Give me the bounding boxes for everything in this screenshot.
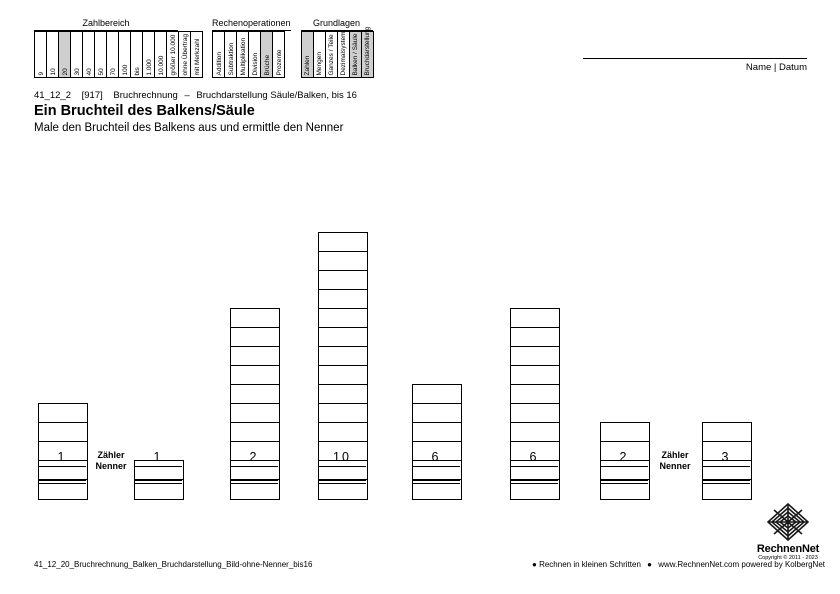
logo-copyright: Copyright © 2011 - 2023 [758,555,818,561]
bar-segment[interactable] [413,423,461,442]
bar-segment[interactable] [413,404,461,423]
bar-segment[interactable] [511,423,559,442]
fraction-numerator: 2 [619,450,629,464]
fraction-bar [412,466,460,467]
category-cell-label: Bruchdarstellung [364,26,372,75]
fraction-bar [134,466,182,467]
bar-chart-area [0,160,840,500]
fraction-answer [600,450,648,484]
bar-segment[interactable] [511,309,559,328]
bar-segment[interactable] [703,423,751,442]
fraction-answer [38,450,86,484]
fraction-bar [702,466,750,467]
meta-space-1 [74,90,82,101]
meta-dash: – [184,90,190,101]
category-cell-prozente[interactable] [272,31,285,78]
bar-segment[interactable] [319,290,367,309]
fraction-bar [230,466,278,467]
meta-topic: Bruchrechnung [113,90,178,101]
fraction-answer [510,450,558,484]
bar-segment[interactable] [511,385,559,404]
category-cell-label: Ganzes / Teile [328,33,336,75]
bar-segment[interactable] [413,385,461,404]
fraction-numerator: 10 [333,450,351,464]
bar-segment[interactable] [319,252,367,271]
bar-segment[interactable] [511,404,559,423]
category-cell-label: bis [133,66,141,75]
category-cell-label: Subtraktion [227,42,235,75]
footer-bullet-1: ● [532,560,537,569]
bar-segment[interactable] [231,328,279,347]
category-cell-label: Dezimalsystem [340,30,348,75]
denominator-write-line[interactable] [318,480,366,484]
footer-slogan: Rechnen in kleinen Schritten [539,560,641,569]
category-grid-groups [34,18,373,78]
category-cell-bruchdarstellung[interactable] [361,26,374,78]
bar-segment[interactable] [231,423,279,442]
logo-brand-text [750,543,826,555]
category-cell-label: Prozente [275,48,283,75]
category-grid [34,18,373,78]
category-cell-label: Division [251,52,259,75]
category-group-title [178,19,202,31]
category-cell-label: 40 [85,67,93,75]
worksheet-meta [34,90,357,101]
bar-segment[interactable] [319,366,367,385]
bar-segment[interactable] [319,309,367,328]
bar-segment[interactable] [231,404,279,423]
name-datum-line [583,58,807,59]
nenner-label: Nenner [659,461,691,471]
bar-segment[interactable] [601,423,649,442]
page-subtitle: Male den Bruchteil des Balkens aus und ermittle den Nenner [34,122,344,134]
bar-segment[interactable] [319,347,367,366]
name-datum-label: Name | Datum [745,62,807,73]
nenner-label: Nenner [95,461,127,471]
category-cell-label: Multiplikation [239,37,247,75]
bar-segment[interactable] [39,404,87,423]
category-cell-label: 50 [97,67,105,75]
rechnennet-logo [750,502,826,561]
category-cell-label: ohne Übertrag [181,33,189,75]
bar-segment[interactable] [511,328,559,347]
fraction-numerator: 1 [57,450,67,464]
meta-description: Bruchdarstellung Säule/Balken, bis 16 [196,90,357,101]
category-cell-label: mit Merkzahl [193,38,201,75]
category-cell-label: Balken / Säule [352,33,360,75]
bar-segment[interactable] [319,404,367,423]
category-group-title: Zahlbereich [34,18,178,31]
zaehler-label: Zähler [661,450,689,460]
answer-row [0,450,840,510]
category-group-rechenoperationen [212,18,291,78]
bar-segment[interactable] [511,366,559,385]
meta-code: 41_12_2 [34,90,71,101]
category-cell-label: 20 [61,67,69,75]
category-group-zahlbereich [34,18,178,78]
denominator-write-line[interactable] [510,480,558,484]
fraction-numerator: 6 [529,450,539,464]
denominator-write-line[interactable] [230,480,278,484]
bar-segment[interactable] [39,423,87,442]
category-group-uebertrag [178,19,202,78]
category-cell-label: Addition [215,51,223,75]
bar-segment[interactable] [319,423,367,442]
bar-segment[interactable] [231,366,279,385]
fraction-answer [412,450,460,484]
bar-segment[interactable] [319,385,367,404]
logo-brand-right: Net [801,543,820,555]
bar-segment[interactable] [319,271,367,290]
category-group-title: Grundlagen [301,18,373,31]
category-cell-label: Zahlen [304,55,312,75]
zaehler-label: Zähler [97,450,125,460]
fraction-bar [600,466,648,467]
category-cell-label: 10 [49,67,57,75]
fraction-parts-label [88,450,134,472]
name-datum-field[interactable] [583,58,807,73]
category-cell-mit-merkzahl[interactable] [190,31,203,78]
bar-segment[interactable] [319,328,367,347]
fraction-answer [134,450,182,484]
footer-info [532,560,825,569]
category-cell-label: 70 [109,67,117,75]
category-cell-label: 1.000 [145,58,153,75]
category-cell-label: 10.000 [157,55,165,75]
denominator-write-line[interactable] [134,480,182,484]
bar-segment[interactable] [231,347,279,366]
fraction-numerator: 3 [721,450,731,464]
page-title: Ein Bruchteil des Balkens/Säule [34,103,255,119]
denominator-write-line[interactable] [702,480,750,484]
category-group-title: Rechenoperationen [212,18,291,31]
denominator-write-line[interactable] [412,480,460,484]
fraction-bar [318,466,366,467]
bar-segment[interactable] [231,309,279,328]
fraction-bar [510,466,558,467]
bar-segment[interactable] [231,385,279,404]
bar-segment[interactable] [511,347,559,366]
fraction-numerator: 1 [153,450,163,464]
fraction-answer [702,450,750,484]
category-cell-label: 100 [121,64,129,75]
category-cell-label: 30 [73,67,81,75]
footer-filename: 41_12_20_Bruchrechnung_Balken_Bruchdarstellung_Bild-ohne-Nenner_bis16 [34,560,313,569]
category-cell-label: größer 10.000 [169,34,177,75]
fraction-bar [38,466,86,467]
category-cell-label: Mengen [316,51,324,75]
denominator-write-line[interactable] [600,480,648,484]
logo-mark-icon [760,502,816,542]
fraction-numerator: 2 [249,450,259,464]
category-cell-label: 9 [37,71,45,75]
meta-id: [917] [81,90,103,101]
category-cell-label: Brüche [263,54,271,75]
category-group-grundlagen [301,18,373,78]
denominator-write-line[interactable] [38,480,86,484]
footer-url[interactable]: www.RechnenNet.com powered by KolbergNet [658,560,825,569]
footer-bullet-2: ● [647,560,652,569]
bar-segment[interactable] [319,233,367,252]
logo-brand-left: Rechnen [756,543,802,555]
fraction-parts-label [652,450,698,472]
fraction-answer [318,450,366,484]
fraction-answer [230,450,278,484]
fraction-numerator: 6 [431,450,441,464]
